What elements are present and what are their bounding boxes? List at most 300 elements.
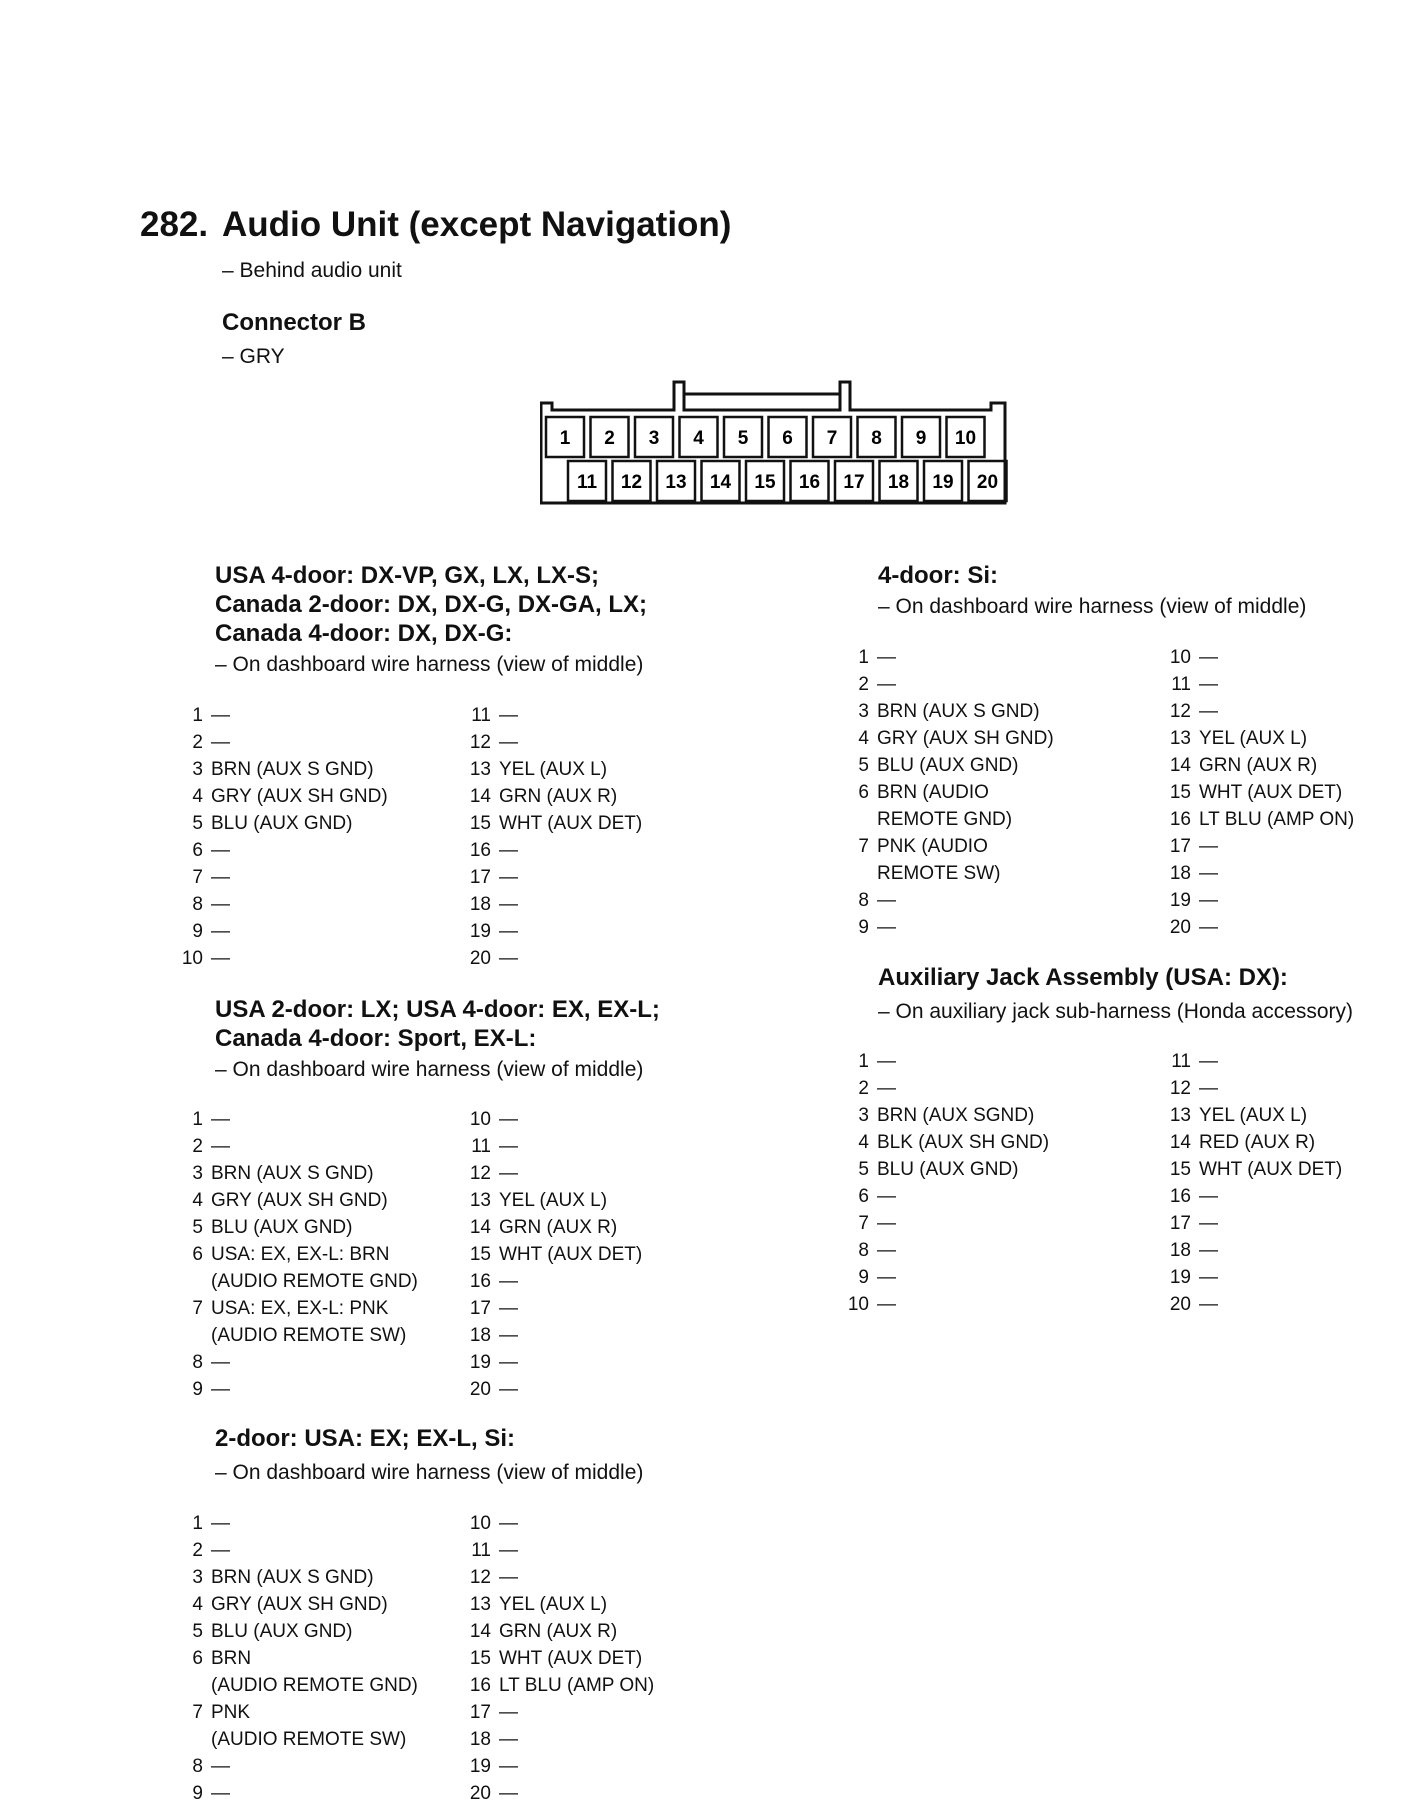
pin-number: 7: [192, 1702, 203, 1723]
pin-description: [1199, 1237, 1218, 1264]
pin-number: 5: [858, 755, 869, 776]
pin-description-line: —: [211, 1352, 230, 1373]
pin-description: [877, 752, 1018, 779]
pin-description: [499, 945, 518, 972]
pin-number: 6: [192, 840, 203, 861]
pin-number: 13: [469, 1190, 491, 1211]
heading-line: Canada 2-door: DX, DX-G, DX-GA, LX;: [215, 591, 648, 618]
section-1-note: – On dashboard wire harness (view of middle): [215, 653, 644, 676]
pin-number: 14: [1169, 1132, 1191, 1153]
pin-description: [211, 1133, 230, 1160]
pin-description-line: USA: EX, EX-L: BRN: [211, 1244, 390, 1265]
pin-description: [1199, 1264, 1218, 1291]
pin-description-line: —: [1199, 917, 1218, 938]
pin-description-line: —: [211, 840, 230, 861]
pin-description-line: BLU (AUX GND): [211, 813, 353, 834]
pin-description-line: BRN (AUX S GND): [877, 701, 1040, 722]
pin-description-line: —: [877, 917, 896, 938]
pin-number: 3: [192, 759, 203, 780]
pin-description-line: —: [1199, 890, 1218, 911]
pin-description-line: —: [877, 647, 896, 668]
pin-description: [1199, 914, 1218, 941]
pin-number: 18: [469, 1325, 491, 1346]
pin-description: [1199, 1129, 1315, 1156]
pin-number: 14: [1169, 755, 1191, 776]
pin-number: 10: [847, 1294, 869, 1315]
pin-description-line: —: [499, 1567, 518, 1588]
pin-number: 19: [469, 921, 491, 942]
pin-description-line: GRN (AUX R): [499, 1217, 618, 1238]
pin-description-line: —: [1199, 674, 1218, 695]
pin-description: [211, 783, 388, 810]
pin-number: 10: [181, 948, 203, 969]
section-1-heading: [215, 561, 647, 648]
pin-number: 16: [469, 840, 491, 861]
pin-description: [499, 1510, 518, 1537]
pin-number: 8: [192, 1756, 203, 1777]
pin-description: [499, 1564, 518, 1591]
pin-description: [211, 1106, 230, 1133]
pin-number: 5: [192, 813, 203, 834]
connector-pin-label: 4: [693, 428, 704, 449]
pin-description-line: —: [877, 1051, 896, 1072]
pin-description: [499, 1106, 518, 1133]
pin-description-line: PNK: [211, 1702, 251, 1723]
pin-description: [499, 891, 518, 918]
section-3-heading: [215, 1424, 515, 1453]
pin-description-line: REMOTE SW): [877, 863, 1001, 884]
pin-number: 7: [858, 836, 869, 857]
pin-description: [877, 1156, 1018, 1183]
pin-number: 12: [1169, 701, 1191, 722]
pin-description-line: —: [499, 1729, 518, 1750]
pin-number: 1: [192, 705, 203, 726]
pin-number: 3: [192, 1163, 203, 1184]
pin-description: [211, 864, 230, 891]
section-1-pinlist: [180, 702, 700, 972]
pin-description: [877, 698, 1040, 725]
pin-number: 16: [469, 1675, 491, 1696]
pin-number: 6: [858, 782, 869, 803]
pin-description: [1199, 1291, 1218, 1318]
pin-description: [499, 1618, 617, 1645]
pin-description-line: —: [211, 894, 230, 915]
pin-number: 5: [192, 1217, 203, 1238]
pin-number: 10: [469, 1513, 491, 1534]
section-4-heading: [878, 561, 998, 590]
pin-description-line: —: [211, 948, 230, 969]
pin-description: [1199, 1183, 1218, 1210]
section-5-pinlist: [846, 1048, 1386, 1328]
pin-description-line: —: [499, 948, 518, 969]
pin-number: 15: [1169, 1159, 1191, 1180]
pin-number: 18: [469, 1729, 491, 1750]
pin-number: 7: [192, 1298, 203, 1319]
section-3-pinlist: [180, 1510, 700, 1810]
pin-number: 4: [858, 728, 869, 749]
pin-number: 17: [469, 1298, 491, 1319]
pin-number: 9: [192, 1783, 203, 1804]
pin-number: 10: [469, 1109, 491, 1130]
pin-number: 16: [469, 1271, 491, 1292]
pin-description-line: REMOTE GND): [877, 809, 1013, 830]
pin-number: 15: [469, 813, 491, 834]
pin-description: [211, 1214, 352, 1241]
page-title: [140, 205, 731, 245]
pin-description: [499, 1160, 518, 1187]
pin-description: [211, 945, 230, 972]
pin-description-line: —: [1199, 701, 1218, 722]
pin-number: 1: [192, 1109, 203, 1130]
pin-description-line: (AUDIO REMOTE SW): [211, 1325, 407, 1346]
pin-description-line: BRN: [211, 1648, 252, 1669]
pin-description: [499, 729, 518, 756]
pin-description: [211, 1510, 230, 1537]
pin-description: [499, 1133, 518, 1160]
pin-description-line: WHT (AUX DET): [499, 1648, 643, 1669]
pin-description-line: YEL (AUX L): [499, 1594, 608, 1615]
pin-description-line: GRY (AUX SH GND): [877, 728, 1054, 749]
pin-description: [499, 1322, 518, 1349]
pin-number: 3: [858, 701, 869, 722]
pin-description-line: GRY (AUX SH GND): [211, 1190, 388, 1211]
pin-description-line: BRN (AUX S GND): [211, 1163, 374, 1184]
pin-description: [499, 1187, 607, 1214]
pin-number: 11: [471, 1540, 491, 1561]
pin-description-line: —: [211, 921, 230, 942]
pin-description: [499, 1268, 518, 1295]
section-5-heading: [878, 963, 1288, 992]
pin-description: [499, 1295, 518, 1322]
pin-number: 6: [192, 1648, 203, 1669]
pin-description: [1199, 725, 1307, 752]
pin-description-line: WHT (AUX DET): [1199, 1159, 1343, 1180]
pin-description-line: —: [211, 1136, 230, 1157]
connector-pin-label: 7: [826, 428, 838, 449]
connector-pin-label: 17: [843, 472, 865, 493]
pin-description-line: —: [499, 1756, 518, 1777]
pin-description-line: BRN (AUDIO: [877, 782, 989, 803]
location-note: – Behind audio unit: [222, 259, 402, 282]
pin-description: [499, 1753, 518, 1780]
pin-description: [877, 1048, 896, 1075]
pin-number: 17: [469, 867, 491, 888]
pin-number: 8: [858, 1240, 869, 1261]
pin-number: 4: [192, 1190, 203, 1211]
pin-description: [1199, 671, 1218, 698]
pin-description-line: GRN (AUX R): [499, 786, 618, 807]
pin-description-line: BLU (AUX GND): [211, 1217, 353, 1238]
pin-number: 19: [469, 1756, 491, 1777]
pin-number: 20: [469, 1783, 491, 1804]
pin-description-line: —: [499, 921, 518, 942]
section-2-pinlist: [180, 1106, 700, 1406]
connector-pin-label: 5: [737, 428, 749, 449]
pin-number: 18: [1169, 863, 1191, 884]
pin-description: [1199, 1102, 1307, 1129]
pin-number: 8: [858, 890, 869, 911]
pin-number: 10: [1169, 647, 1191, 668]
pin-description: [499, 1376, 518, 1403]
pin-description: [877, 1264, 896, 1291]
pin-description: [1199, 1210, 1218, 1237]
section-2-note: – On dashboard wire harness (view of middle): [215, 1058, 644, 1081]
connector-pin-label: 14: [709, 472, 732, 493]
pin-number: 3: [858, 1105, 869, 1126]
pin-description: [499, 783, 617, 810]
heading-line: Canada 4-door: Sport, EX-L:: [215, 1025, 537, 1052]
pin-description: [877, 1129, 1049, 1156]
pin-number: 12: [469, 1163, 491, 1184]
connector-pin-label: 15: [754, 472, 776, 493]
pin-description: [877, 914, 896, 941]
pin-description-line: —: [877, 1240, 896, 1261]
pin-description: [1199, 752, 1317, 779]
pin-number: 11: [471, 705, 491, 726]
pin-number: 18: [469, 894, 491, 915]
pin-description: [1199, 1075, 1218, 1102]
pin-description: [211, 837, 230, 864]
pin-description-line: BLU (AUX GND): [877, 755, 1019, 776]
connector-pin-label: 13: [665, 472, 687, 493]
pin-description-line: GRN (AUX R): [1199, 755, 1318, 776]
pin-description: [877, 1237, 896, 1264]
pin-description: [499, 1645, 642, 1672]
pin-description: [499, 918, 518, 945]
pin-description: [211, 729, 230, 756]
pin-description: [499, 1537, 518, 1564]
pin-description: [1199, 1156, 1342, 1183]
pin-description: [211, 1753, 230, 1780]
pin-description: [211, 1564, 374, 1591]
pin-description-line: —: [499, 1352, 518, 1373]
pin-number: 2: [192, 1540, 203, 1561]
pin-description: [877, 671, 896, 698]
pin-number: 1: [192, 1513, 203, 1534]
pin-number: 14: [469, 1217, 491, 1238]
section-4-note: – On dashboard wire harness (view of middle): [878, 595, 1307, 618]
pin-number: 20: [1169, 917, 1191, 938]
heading-line: 4-door: Si:: [878, 562, 998, 589]
heading-line: Canada 4-door: DX, DX-G:: [215, 620, 513, 647]
connector-pin-label: 12: [620, 472, 643, 493]
pin-description: [877, 644, 896, 671]
pin-description-line: YEL (AUX L): [1199, 728, 1308, 749]
pin-number: 7: [858, 1213, 869, 1234]
pin-description-line: —: [877, 1294, 896, 1315]
connector-drawing: [540, 380, 1008, 505]
pin-description-line: —: [877, 1213, 896, 1234]
connector-pin-label: 11: [576, 472, 598, 493]
connector-pin-label: 10: [954, 428, 977, 449]
pin-description-line: —: [211, 1109, 230, 1130]
pin-description: [211, 918, 230, 945]
pin-number: 2: [858, 1078, 869, 1099]
pin-description: [1199, 860, 1218, 887]
pin-description: [499, 702, 518, 729]
heading-line: 2-door: USA: EX; EX-L, Si:: [215, 1425, 515, 1452]
connector-pin-label: 9: [915, 428, 927, 449]
pin-description-line: (AUDIO REMOTE GND): [211, 1675, 418, 1696]
pin-description: [211, 1537, 230, 1564]
pin-description-line: (AUDIO REMOTE SW): [211, 1729, 407, 1750]
pin-description-line: —: [1199, 1078, 1218, 1099]
pin-description-line: USA: EX, EX-L: PNK: [211, 1298, 389, 1319]
pin-number: 19: [1169, 1267, 1191, 1288]
pin-description-line: —: [1199, 1213, 1218, 1234]
connector-pin-label: 19: [932, 472, 954, 493]
section-2-heading: [215, 995, 660, 1053]
connector-pin-label: 2: [604, 428, 615, 449]
pin-description-line: BRN (AUX S GND): [211, 759, 374, 780]
pin-description-line: GRY (AUX SH GND): [211, 1594, 388, 1615]
pin-description-line: —: [499, 1379, 518, 1400]
connector-diagram: [540, 380, 1008, 505]
section-number: 282.: [140, 205, 209, 244]
pin-description: [499, 864, 518, 891]
pin-number: 14: [469, 786, 491, 807]
connector-pin-label: 3: [648, 428, 660, 449]
pin-description: [877, 887, 896, 914]
pin-description: [877, 1102, 1034, 1129]
pin-description-line: —: [211, 705, 230, 726]
pin-description-line: —: [211, 1379, 230, 1400]
pin-description: [211, 891, 230, 918]
pin-number: 20: [469, 1379, 491, 1400]
pin-description: [877, 779, 1012, 833]
pin-description-line: YEL (AUX L): [499, 1190, 608, 1211]
pin-number: 4: [192, 1594, 203, 1615]
section-4-pinlist: [846, 644, 1386, 944]
connector-pin-label: 16: [798, 472, 821, 493]
pin-number: 13: [469, 759, 491, 780]
pin-number: 4: [858, 1132, 869, 1153]
heading-line: USA 2-door: LX; USA 4-door: EX, EX-L;: [215, 996, 660, 1023]
pin-number: 12: [1169, 1078, 1191, 1099]
pin-description-line: —: [211, 1513, 230, 1534]
pin-description-line: RED (AUX R): [1199, 1132, 1316, 1153]
pin-description: [1199, 833, 1218, 860]
pin-description-line: BLK (AUX SH GND): [877, 1132, 1050, 1153]
pin-number: 19: [1169, 890, 1191, 911]
section-5-note: – On auxiliary jack sub-harness (Honda accessory): [878, 1000, 1354, 1023]
connector-pin-label: 1: [559, 428, 571, 449]
pin-number: 17: [469, 1702, 491, 1723]
pin-description-line: YEL (AUX L): [499, 759, 608, 780]
heading-line: Auxiliary Jack Assembly (USA: DX):: [878, 964, 1288, 991]
pin-description: [1199, 1048, 1218, 1075]
pin-description: [877, 833, 1001, 887]
pin-description: [211, 1349, 230, 1376]
pin-description: [211, 1295, 406, 1349]
pin-number: 15: [469, 1648, 491, 1669]
pin-description: [211, 702, 230, 729]
connector-pin-label: 20: [976, 472, 999, 493]
pin-description-line: —: [499, 1136, 518, 1157]
connector-color: – GRY: [222, 345, 285, 368]
pin-description-line: —: [877, 1186, 896, 1207]
pin-number: 13: [1169, 1105, 1191, 1126]
pin-description: [499, 1214, 617, 1241]
pin-description: [211, 1780, 230, 1807]
pin-description: [211, 810, 352, 837]
pin-description-line: —: [499, 840, 518, 861]
pin-description-line: —: [877, 674, 896, 695]
pin-description-line: —: [499, 1271, 518, 1292]
pin-description-line: —: [1199, 1240, 1218, 1261]
pin-description-line: —: [499, 1540, 518, 1561]
pin-description-line: —: [1199, 1294, 1218, 1315]
heading-line: USA 4-door: DX-VP, GX, LX, LX-S;: [215, 562, 600, 589]
pin-description-line: LT BLU (AMP ON): [1199, 809, 1355, 830]
pin-number: 8: [192, 894, 203, 915]
pin-description-line: —: [1199, 1051, 1218, 1072]
pin-description: [499, 1780, 518, 1807]
pin-description: [211, 1241, 418, 1295]
connector-pin-label: 18: [887, 472, 910, 493]
pin-number: 17: [1169, 836, 1191, 857]
pin-description-line: PNK (AUDIO: [877, 836, 988, 857]
pin-number: 3: [192, 1567, 203, 1588]
pin-description: [499, 1349, 518, 1376]
pin-number: 5: [858, 1159, 869, 1180]
pin-description: [211, 1591, 388, 1618]
pin-number: 6: [192, 1244, 203, 1265]
pin-description-line: —: [1199, 647, 1218, 668]
pin-description-line: —: [211, 867, 230, 888]
section-3-note: – On dashboard wire harness (view of middle): [215, 1461, 644, 1484]
pin-description-line: —: [211, 1783, 230, 1804]
pin-description: [877, 1291, 896, 1318]
pin-description: [1199, 806, 1354, 833]
pin-number: 12: [469, 732, 491, 753]
pin-description-line: —: [877, 1078, 896, 1099]
pin-description-line: —: [499, 1513, 518, 1534]
pin-description-line: (AUDIO REMOTE GND): [211, 1271, 418, 1292]
pin-number: 20: [469, 948, 491, 969]
pin-description-line: —: [1199, 836, 1218, 857]
pin-description: [211, 1376, 230, 1403]
pin-description-line: —: [499, 732, 518, 753]
pin-description: [211, 1187, 388, 1214]
pin-description: [499, 1726, 518, 1753]
pin-description-line: —: [499, 1109, 518, 1130]
pin-description: [211, 1160, 374, 1187]
pin-number: 13: [1169, 728, 1191, 749]
pin-description: [1199, 779, 1342, 806]
pin-description-line: WHT (AUX DET): [1199, 782, 1343, 803]
pin-number: 15: [469, 1244, 491, 1265]
pin-description: [877, 1210, 896, 1237]
pin-description-line: —: [499, 1163, 518, 1184]
pin-number: 2: [858, 674, 869, 695]
pin-description-line: —: [211, 1540, 230, 1561]
pin-description-line: —: [211, 732, 230, 753]
pin-description: [499, 1699, 518, 1726]
pin-number: 2: [192, 732, 203, 753]
pin-description-line: WHT (AUX DET): [499, 813, 643, 834]
pin-description-line: —: [1199, 1186, 1218, 1207]
pin-number: 9: [192, 1379, 203, 1400]
pin-description-line: —: [877, 890, 896, 911]
pin-number: 15: [1169, 782, 1191, 803]
pin-description: [877, 1183, 896, 1210]
connector-pin-label: 8: [871, 428, 882, 449]
pin-description-line: —: [211, 1756, 230, 1777]
pin-description-line: BLU (AUX GND): [211, 1621, 353, 1642]
pin-description-line: —: [1199, 1267, 1218, 1288]
pin-number: 9: [858, 1267, 869, 1288]
